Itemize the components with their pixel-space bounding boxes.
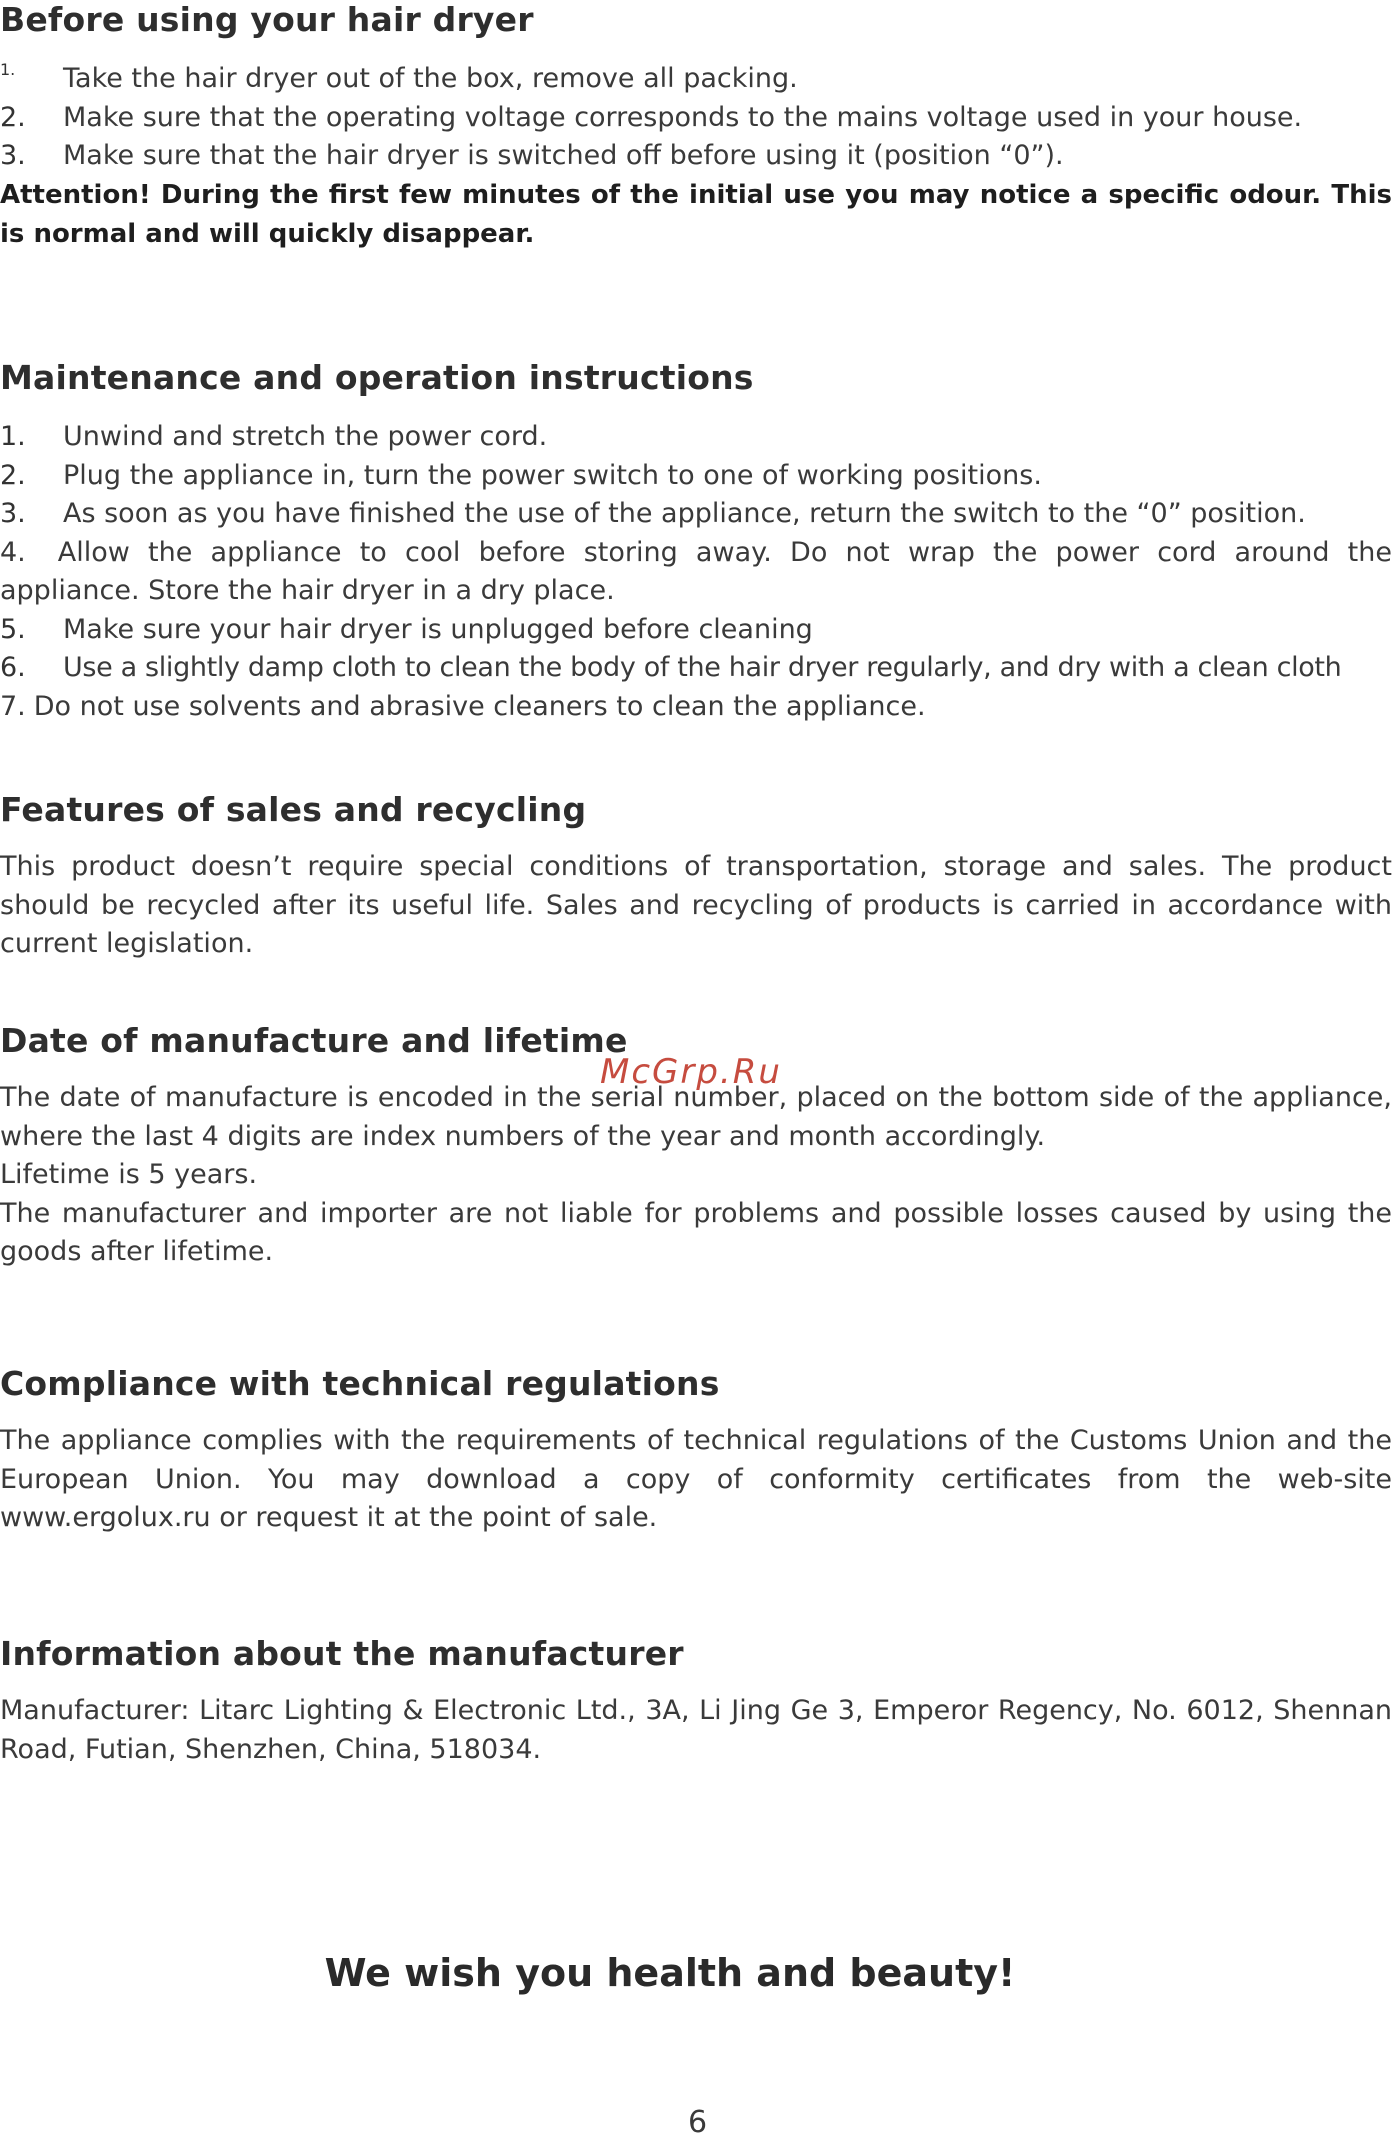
section-text: The manufacturer and importer are not liable for problems and possible losses caused by using the goods after lifetime. [0, 1197, 1392, 1267]
list-item [0, 137, 1392, 176]
list-text: Use a slightly damp cloth to clean the body of the hair dryer regularly, and dry with a clean cloth [63, 652, 1342, 683]
list-item [0, 457, 1392, 496]
section-manufacturer [0, 1634, 1392, 1769]
list-number: 4. [0, 536, 26, 568]
attention-note: Attention! During the first few minutes of the initial use you may notice a specific odour. This is normal and will quickly disappear. [0, 179, 1392, 249]
list-number: 3. [0, 140, 26, 171]
section-title: Features of sales and recycling [0, 790, 587, 829]
list-number: 6. [0, 652, 26, 683]
list-number: 2. [0, 459, 26, 491]
list-item [0, 688, 1392, 727]
list-text: Plug the appliance in, turn the power switch to one of working positions. [63, 459, 1042, 491]
section-text: The date of manufacture is encoded in the serial number, placed on the bottom side of the appliance, where the last 4 digits are index numbers of the year and month accordingly. [0, 1082, 1392, 1152]
section-text: Lifetime is 5 years. [0, 1159, 258, 1190]
section-compliance [0, 1364, 1392, 1538]
list-text: Make sure that the hair dryer is switched off before using it (position “0”). [63, 140, 1064, 171]
section-sales-recycling [0, 790, 1392, 964]
list-text: Take the hair dryer out of the box, remove all packing. [63, 63, 798, 94]
list-item [0, 60, 1392, 99]
list-number: 2. [0, 101, 26, 133]
list-item [0, 418, 1392, 457]
list-number: 1. [0, 60, 16, 79]
list-item [0, 649, 1392, 688]
page-number: 6 [687, 2105, 708, 2140]
list-text: Make sure your hair dryer is unplugged before cleaning [63, 613, 813, 645]
section-text: Manufacturer: Litarc Lighting & Electronic Ltd., 3A, Li Jing Ge 3, Emperor Regency, No. 6012, Shennan Road, Futian, Shenzhen, China, 518034. [0, 1695, 1392, 1765]
list-item [0, 534, 1392, 611]
list-number: 3. [0, 498, 26, 529]
list-number: 1. [0, 421, 26, 452]
watermark-logo: McGrp.Ru [600, 1052, 782, 1092]
list-number: 5. [0, 613, 26, 645]
section-text: The appliance complies with the requirements of technical regulations of the Customs Union and the European Union. You may download a copy of conformity certificates from the web-site www.ergolux.ru or request it at the point of sale. [0, 1425, 1392, 1533]
section-text: This product doesn’t require special conditions of transportation, storage and sales. The product should be recycled after its useful life. Sales and recycling of products is carried in accordance with current legislation. [0, 851, 1392, 959]
section-title: Date of manufacture and lifetime [0, 1021, 628, 1060]
list-item [0, 611, 1392, 650]
list-text: Allow the appliance to cool before storing away. Do not wrap the power cord around the appliance. Store the hair dryer in a dry place. [0, 536, 1392, 606]
closing-message: We wish you health and beauty! [324, 1951, 1016, 1995]
section-title: Compliance with technical regulations [0, 1364, 720, 1403]
section-title: Before using your hair dryer [0, 0, 534, 39]
list-text: Unwind and stretch the power cord. [63, 421, 548, 452]
list-text: Do not use solvents and abrasive cleaners to clean the appliance. [33, 690, 926, 722]
section-title: Maintenance and operation instructions [0, 358, 754, 397]
section-title: Information about the manufacturer [0, 1634, 684, 1673]
list-text: Make sure that the operating voltage corresponds to the mains voltage used in your house. [63, 101, 1303, 133]
list-item [0, 495, 1392, 534]
section-maintenance [0, 358, 1392, 726]
section-before-using [0, 0, 1392, 254]
list-number: 7. [0, 690, 26, 722]
list-text: As soon as you have finished the use of the appliance, return the switch to the “0” position. [63, 498, 1306, 529]
list-item [0, 99, 1392, 138]
